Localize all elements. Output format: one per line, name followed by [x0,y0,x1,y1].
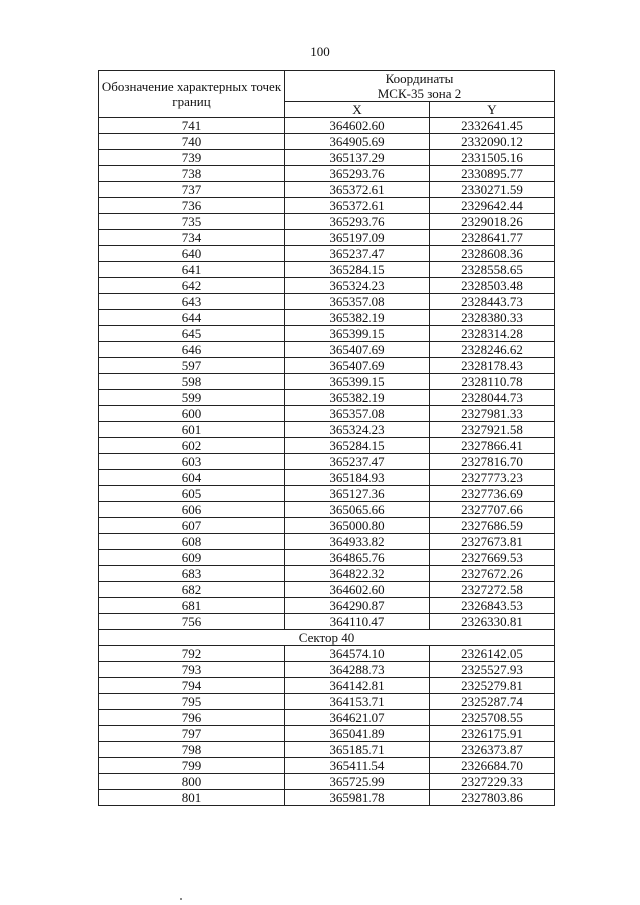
table-row [99,166,555,182]
y-cell: 2328246.62 [430,342,555,358]
x-cell: 365411.54 [285,758,430,774]
x-cell: 365399.15 [285,374,430,390]
y-cell: 2326373.87 [430,742,555,758]
y-cell: 2332641.45 [430,118,555,134]
point-id-cell: 738 [99,166,285,182]
x-cell: 365184.93 [285,470,430,486]
point-id-cell: 642 [99,278,285,294]
y-cell: 2327707.66 [430,502,555,518]
table-row [99,454,555,470]
x-cell: 365357.08 [285,294,430,310]
table-row [99,134,555,150]
x-cell: 364933.82 [285,534,430,550]
point-id-cell: 734 [99,230,285,246]
x-cell: 365407.69 [285,358,430,374]
table-row [99,518,555,534]
y-cell: 2330895.77 [430,166,555,182]
point-id-cell: 735 [99,214,285,230]
x-cell: 365185.71 [285,742,430,758]
main-rows [99,118,555,630]
y-cell: 2328380.33 [430,310,555,326]
point-id-cell: 794 [99,678,285,694]
sector-block [99,630,555,646]
x-cell: 365382.19 [285,310,430,326]
point-id-cell: 682 [99,582,285,598]
x-cell: 364905.69 [285,134,430,150]
table-row [99,118,555,134]
y-cell: 2325708.55 [430,710,555,726]
point-label-header: Обозначение характерных точек границ [99,71,285,118]
x-cell: 364142.81 [285,678,430,694]
table-row [99,550,555,566]
x-cell: 364602.60 [285,582,430,598]
y-cell: 2327816.70 [430,454,555,470]
x-cell: 364822.32 [285,566,430,582]
x-cell: 365065.66 [285,502,430,518]
table-row [99,678,555,694]
x-cell: 365407.69 [285,342,430,358]
table-row [99,790,555,806]
point-id-cell: 641 [99,262,285,278]
y-cell: 2327686.59 [430,518,555,534]
point-id-cell: 606 [99,502,285,518]
y-cell: 2328443.73 [430,294,555,310]
table-row [99,694,555,710]
table-row [99,326,555,342]
x-cell: 365137.29 [285,150,430,166]
table-row [99,342,555,358]
table-row [99,534,555,550]
x-cell: 364602.60 [285,118,430,134]
point-id-cell: 644 [99,310,285,326]
x-cell: 365324.23 [285,278,430,294]
x-cell: 364290.87 [285,598,430,614]
y-cell: 2326330.81 [430,614,555,630]
point-id-cell: 602 [99,438,285,454]
point-id-cell: 646 [99,342,285,358]
point-id-cell: 598 [99,374,285,390]
x-cell: 365324.23 [285,422,430,438]
y-cell: 2329642.44 [430,198,555,214]
point-id-cell: 756 [99,614,285,630]
table-row [99,582,555,598]
x-cell: 365237.47 [285,454,430,470]
point-id-cell: 801 [99,790,285,806]
table-row [99,486,555,502]
y-cell: 2327672.26 [430,566,555,582]
y-cell: 2327773.23 [430,470,555,486]
x-header: X [285,102,430,118]
x-cell: 365357.08 [285,406,430,422]
y-cell: 2325279.81 [430,678,555,694]
table-row [99,422,555,438]
point-id-cell: 741 [99,118,285,134]
point-id-cell: 681 [99,598,285,614]
coordinate-system: МСК-35 зона 2 [377,86,462,101]
y-cell: 2326684.70 [430,758,555,774]
table-row [99,662,555,678]
page-number: 100 [310,44,330,59]
y-cell: 2328558.65 [430,262,555,278]
table-row [99,198,555,214]
point-id-cell: 795 [99,694,285,710]
sector-rows [99,646,555,806]
x-cell: 364110.47 [285,614,430,630]
x-cell: 365237.47 [285,246,430,262]
y-cell: 2326175.91 [430,726,555,742]
table-row [99,390,555,406]
y-cell: 2328641.77 [430,230,555,246]
scan-speck [180,898,182,900]
x-cell: 365197.09 [285,230,430,246]
x-cell: 364621.07 [285,710,430,726]
x-cell: 365399.15 [285,326,430,342]
point-id-cell: 683 [99,566,285,582]
point-id-cell: 737 [99,182,285,198]
table-row [99,294,555,310]
x-cell: 365382.19 [285,390,430,406]
table-row [99,758,555,774]
point-id-cell: 792 [99,646,285,662]
point-id-cell: 797 [99,726,285,742]
table-row [99,262,555,278]
table-row [99,598,555,614]
table-row [99,742,555,758]
point-id-cell: 645 [99,326,285,342]
table-row [99,470,555,486]
point-id-cell: 597 [99,358,285,374]
table-row [99,774,555,790]
table-row [99,310,555,326]
point-id-cell: 796 [99,710,285,726]
sector-row [99,630,555,646]
table-row [99,406,555,422]
point-id-cell: 798 [99,742,285,758]
point-id-cell: 603 [99,454,285,470]
y-cell: 2328608.36 [430,246,555,262]
x-cell: 365725.99 [285,774,430,790]
x-cell: 364865.76 [285,550,430,566]
point-id-cell: 607 [99,518,285,534]
x-cell: 365284.15 [285,262,430,278]
table-row [99,566,555,582]
point-id-cell: 604 [99,470,285,486]
y-cell: 2325287.74 [430,694,555,710]
table-row [99,214,555,230]
point-id-cell: 601 [99,422,285,438]
y-cell: 2326142.05 [430,646,555,662]
point-id-cell: 736 [99,198,285,214]
point-id-cell: 800 [99,774,285,790]
point-id-cell: 609 [99,550,285,566]
y-cell: 2327866.41 [430,438,555,454]
y-cell: 2328178.43 [430,358,555,374]
point-id-cell: 605 [99,486,285,502]
x-cell: 364288.73 [285,662,430,678]
table-row [99,358,555,374]
table-row [99,278,555,294]
point-id-cell: 740 [99,134,285,150]
table-row [99,230,555,246]
table-row [99,150,555,166]
point-id-cell: 600 [99,406,285,422]
x-cell: 365041.89 [285,726,430,742]
table-row [99,182,555,198]
y-cell: 2327272.58 [430,582,555,598]
x-cell: 364574.10 [285,646,430,662]
y-cell: 2328044.73 [430,390,555,406]
table-row [99,502,555,518]
table-row [99,614,555,630]
y-cell: 2328314.28 [430,326,555,342]
x-cell: 365293.76 [285,166,430,182]
x-cell: 365000.80 [285,518,430,534]
sector-label: Сектор 40 [99,630,555,646]
coordinates-table [98,70,555,806]
y-cell: 2327673.81 [430,534,555,550]
point-id-cell: 799 [99,758,285,774]
coordinates-header [285,71,555,102]
point-id-cell: 739 [99,150,285,166]
table-row [99,710,555,726]
x-cell: 365127.36 [285,486,430,502]
point-id-cell: 599 [99,390,285,406]
y-cell: 2328110.78 [430,374,555,390]
table-row [99,726,555,742]
y-cell: 2331505.16 [430,150,555,166]
x-cell: 365981.78 [285,790,430,806]
table-row [99,646,555,662]
y-cell: 2327736.69 [430,486,555,502]
point-id-cell: 643 [99,294,285,310]
coordinates-title: Координаты [385,71,454,86]
table-row [99,246,555,262]
y-cell: 2327229.33 [430,774,555,790]
y-cell: 2327981.33 [430,406,555,422]
y-cell: 2332090.12 [430,134,555,150]
x-cell: 364153.71 [285,694,430,710]
y-cell: 2326843.53 [430,598,555,614]
table-row [99,374,555,390]
y-cell: 2327803.86 [430,790,555,806]
x-cell: 365293.76 [285,214,430,230]
x-cell: 365372.61 [285,198,430,214]
y-cell: 2327669.53 [430,550,555,566]
y-cell: 2329018.26 [430,214,555,230]
point-id-cell: 793 [99,662,285,678]
y-cell: 2328503.48 [430,278,555,294]
point-id-cell: 608 [99,534,285,550]
point-id-cell: 640 [99,246,285,262]
y-header: Y [430,102,555,118]
y-cell: 2327921.58 [430,422,555,438]
x-cell: 365284.15 [285,438,430,454]
y-cell: 2325527.93 [430,662,555,678]
x-cell: 365372.61 [285,182,430,198]
table-row [99,438,555,454]
y-cell: 2330271.59 [430,182,555,198]
